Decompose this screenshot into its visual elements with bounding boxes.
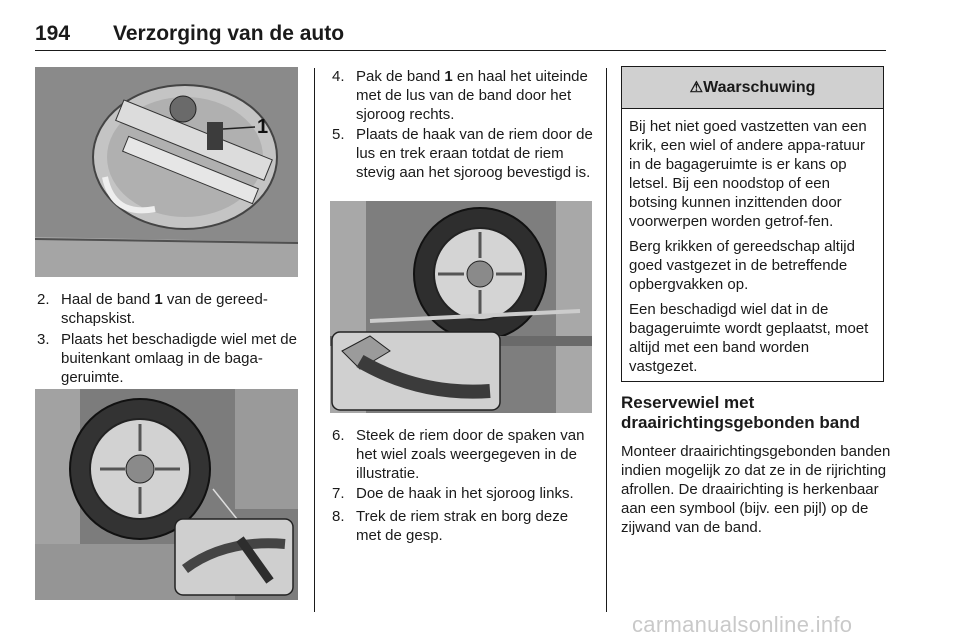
step-text-part: van de gereed-schapskist.	[61, 291, 268, 327]
column-divider-left	[314, 68, 315, 612]
section-heading: Reservewiel met draairichtingsgebonden band	[621, 393, 860, 432]
step-8	[332, 507, 594, 547]
warning-title: Waarschuwing	[703, 79, 816, 96]
header-rule	[35, 50, 886, 51]
step-number: 7.	[332, 485, 345, 502]
warning-triangle-icon: ⚠	[689, 79, 704, 96]
page-title: Verzorging van de auto	[113, 22, 345, 45]
step-2	[37, 290, 297, 330]
step-text: Doe de haak in het sjoroog links.	[356, 485, 574, 502]
warning-box	[621, 66, 884, 382]
column-divider-right	[606, 68, 607, 612]
step-number: 4.	[332, 68, 345, 85]
step-4	[332, 67, 594, 124]
section-body: Monteer draairichtingsgebonden banden indien mogelijk zo dat ze in de rijrichting afrollen. De draairichting is herkenbaar aan een symbool (bijv. een pijl) op de zijwand van de band.	[621, 443, 891, 536]
step-3	[37, 330, 300, 388]
step-text-part: Pak de band	[356, 68, 445, 85]
step-5	[332, 125, 594, 201]
step-number: 2.	[37, 291, 50, 308]
step-text	[356, 67, 594, 124]
figure-toolbox	[35, 67, 298, 277]
step-text-bold: 1	[154, 291, 163, 308]
step-6	[332, 426, 594, 483]
page-header	[35, 22, 886, 52]
warning-paragraph: Een beschadigd wiel dat in de bagageruimte wordt geplaatst, moet altijd met een band worden vastgezet.	[629, 301, 869, 375]
step-number: 5.	[332, 126, 345, 143]
step-text-part: en haal het uiteinde met de lus van de band door het sjoroog rechts.	[356, 68, 588, 123]
warning-paragraph: Berg krikken of gereedschap altijd goed vastgezet in de betreffende opbergvakken op.	[629, 238, 855, 293]
step-text: Plaats het beschadigde wiel met de buitenkant omlaag in de baga-geruimte.	[61, 331, 297, 386]
warning-paragraph: Bij het niet goed vastzetten van een krik, een wiel of andere appa-ratuur in de bagageruimte is er kans op letsel. Bij een noodstop of een botsing kunnen inzittenden door voorwerpen worden getrof-fen.	[629, 118, 867, 230]
figure-spare-wheel-strap	[330, 201, 592, 413]
step-text-bold: 1	[444, 68, 453, 85]
step-text: Plaats de haak van de riem door de lus en trek eraan totdat de riem stevig aan het sjoroog bevestigd is.	[356, 126, 593, 181]
step-7	[332, 484, 594, 504]
step-text	[61, 290, 297, 328]
callout-1: 1	[257, 116, 269, 138]
step-text-part: Haal de band	[61, 291, 155, 308]
watermark: carmanualsonline.info	[632, 612, 853, 637]
warning-header	[622, 67, 883, 109]
step-number: 6.	[332, 427, 345, 444]
step-text: Steek de riem door de spaken van het wiel zoals weergegeven in de illustratie.	[356, 427, 585, 482]
step-text: Trek de riem strak en borg deze met de gesp.	[356, 508, 569, 544]
page-number: 194	[35, 22, 71, 45]
warning-body	[622, 109, 883, 376]
figure-wheel-boot	[35, 389, 298, 600]
step-number: 3.	[37, 331, 50, 348]
step-number: 8.	[332, 508, 345, 525]
